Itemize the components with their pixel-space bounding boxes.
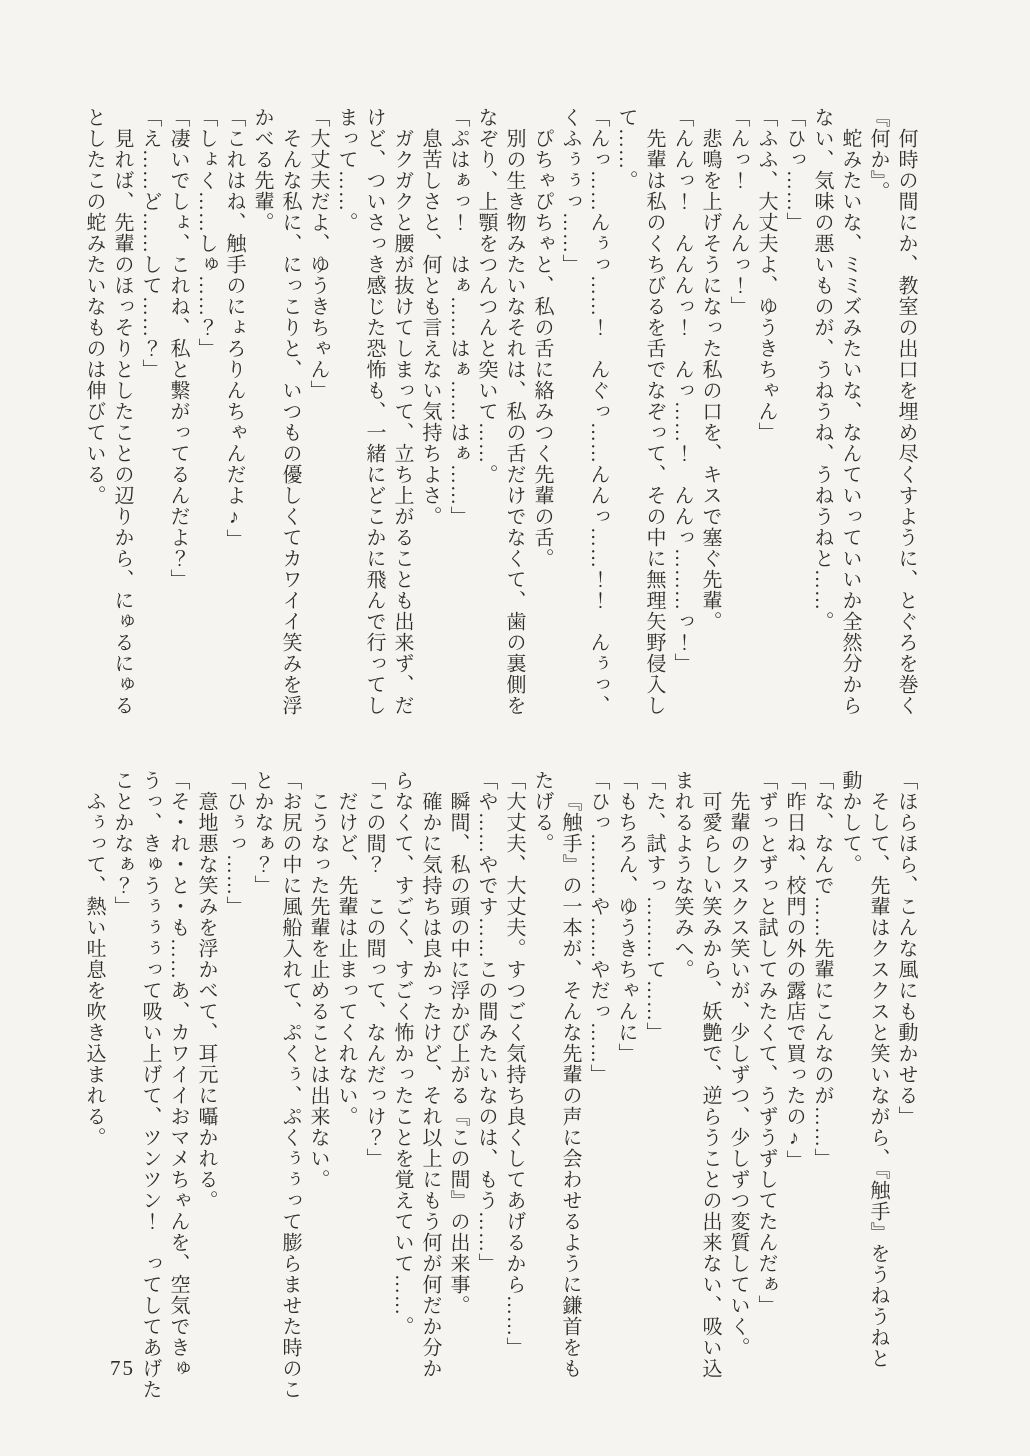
text-line: 「ひぅっ……」 bbox=[223, 770, 245, 917]
top-text-block bbox=[80, 107, 920, 716]
text-line: ことかなぁ？」 bbox=[111, 770, 133, 917]
text-line: 可愛らしい笑みから、妖艶で、逆らうことの出来ない、吸い込 bbox=[699, 791, 721, 1379]
text-line: 別の生き物みたいなそれは、私の舌だけでなくて、歯の裏側を bbox=[503, 128, 525, 716]
text-line: 瞬間、私の頭の中に浮かび上がる『この間』の出来事。 bbox=[447, 791, 469, 1316]
text-line: 先輩のクスクス笑いが、少しずつ、少しずつ変質していく。 bbox=[727, 791, 749, 1358]
text-line: 「これはね、触手のにょろりんちゃんだよ♪」 bbox=[223, 107, 245, 550]
text-line: 確かに気持ちは良かったけど、それ以上にもう何が何だか分か bbox=[419, 791, 441, 1379]
text-line: としたこの蛇みたいなものは伸びている。 bbox=[83, 107, 105, 506]
text-line: 『何か』。 bbox=[867, 107, 889, 202]
text-line: 「ひっ……」 bbox=[783, 107, 805, 233]
text-line: 「ひっ………や……やだっ……」 bbox=[587, 770, 609, 1085]
text-line: 「え……ど……して……？」 bbox=[139, 107, 161, 380]
text-line: 「しょく……しゅ……？」 bbox=[195, 107, 217, 359]
text-line: まれるような笑みへ。 bbox=[671, 770, 693, 980]
page-number: 75 bbox=[110, 1356, 135, 1380]
text-line: 「もちろん、ゆうきちゃんに」 bbox=[615, 770, 637, 1064]
text-line: こうなった先輩を止めることは出来ない。 bbox=[307, 791, 329, 1190]
text-line: そんな私に、にっこりと、いつもの優しくてカワイイ笑みを浮 bbox=[279, 128, 301, 716]
text-line: 見れば、先輩のほっそりとしたことの辺りから、にゅるにゅる bbox=[111, 128, 133, 716]
text-line: 「な、なんで……先輩にこんなのが……」 bbox=[811, 770, 833, 1169]
text-line: そして、先輩はクスクスと笑いながら、『触手』をうねうねと bbox=[867, 791, 889, 1369]
text-line: たげる。 bbox=[531, 770, 553, 854]
text-line: けど、ついさっき感じた恐怖も、一緒にどこかに飛んで行ってし bbox=[363, 107, 385, 716]
text-line: 動かして。 bbox=[839, 770, 861, 875]
text-line: まって……。 bbox=[335, 107, 357, 233]
text-line: かべる先輩。 bbox=[251, 107, 273, 233]
text-line: 先輩は私のくちびるを舌でなぞって、その中に無理矢野侵入し bbox=[643, 128, 665, 716]
text-line: 「ぷはぁっ！ はぁ……はぁ……はぁ……」 bbox=[447, 107, 469, 527]
text-line: 蛇みたいな、ミミズみたいな、なんていっていいか全然分から bbox=[839, 128, 861, 716]
text-line: なぞり、上顎をつんつんと突いて……。 bbox=[475, 107, 497, 485]
text-line: 「昨日ね、校門の外の露店で買ったの♪」 bbox=[783, 770, 805, 1171]
text-line: うっ、きゅうぅぅぅって吸い上げて、ツンツン！ ってしてあげた bbox=[139, 770, 161, 1400]
text-line: らなくて、すごく、すごく怖かったことを覚えていて……。 bbox=[391, 770, 413, 1337]
text-line: 「んっ！ んんっ！」 bbox=[727, 107, 749, 317]
text-line: 「ほらほら、こんな風にも動かせる」 bbox=[895, 770, 917, 1127]
text-line: ぴちゃぴちゃと、私の舌に絡みつく先輩の舌。 bbox=[531, 128, 553, 569]
text-line: 「お尻の中に風船入れて、ぷくぅ、ぷくぅぅって膨らませた時のこ bbox=[279, 770, 301, 1400]
text-line: 息苦しさと、何とも言えない気持ちよさ。 bbox=[419, 128, 441, 527]
text-line: 「ずっとずっと試してみたくて、うずうずしてたんだぁ」 bbox=[755, 770, 777, 1316]
text-line: くふぅぅっ……」 bbox=[559, 107, 581, 275]
text-line: 何時の間にか、教室の出口を埋め尽くすように、とぐろを巻く bbox=[895, 128, 917, 716]
text-line: だけど、先輩は止まってくれない。 bbox=[335, 791, 357, 1127]
text-line: ふぅって、熱い吐息を吹き込まれる。 bbox=[83, 791, 105, 1148]
text-line: 「や……やです……この間みたいなのは、もう……」 bbox=[475, 770, 497, 1274]
text-line: 『触手』の一本が、そんな先輩の声に会わせるように鎌首をも bbox=[559, 791, 581, 1379]
text-line: 「んんっ！ んんんっ！ んっ……！ んんっ………っ！」 bbox=[671, 107, 693, 674]
text-line: 「この間？ この間って、なんだっけ？」 bbox=[363, 770, 385, 1169]
text-line: ない、気味の悪いものが、うねうね、うねうねと……。 bbox=[811, 107, 833, 632]
text-line: 悲鳴を上げそうになった私の口を、キスで塞ぐ先輩。 bbox=[699, 128, 721, 632]
text-line: 「凄いでしょ、これね、私と繋がってるんだよ？」 bbox=[167, 107, 189, 590]
text-line: 「んっ……んぅっ……！ んぐっ……んんっ……！！ んぅっ、 bbox=[587, 107, 609, 716]
text-line: 「た、試すっ………て……」 bbox=[643, 770, 665, 1043]
text-line: 「大丈夫だよ、ゆうきちゃん」 bbox=[307, 107, 329, 401]
text-line: 意地悪な笑みを浮かべて、耳元に囁かれる。 bbox=[195, 791, 217, 1211]
text-line: 「ふふ、大丈夫よ、ゆうきちゃん」 bbox=[755, 107, 777, 443]
text-line: 「そ・れ・と・も……あ、カワイイおマメちゃんを、空気できゅ bbox=[167, 770, 189, 1379]
bottom-text-block bbox=[80, 770, 920, 1400]
text-line: ガクガクと腰が抜けてしまって、立ち上がることも出来ず、だ bbox=[391, 128, 413, 716]
text-line: 「大丈夫、大丈夫。すつごく気持ち良くしてあげるから……」 bbox=[503, 770, 525, 1358]
text-line: て……。 bbox=[615, 107, 637, 191]
text-line: とかなぁ？」 bbox=[251, 770, 273, 896]
